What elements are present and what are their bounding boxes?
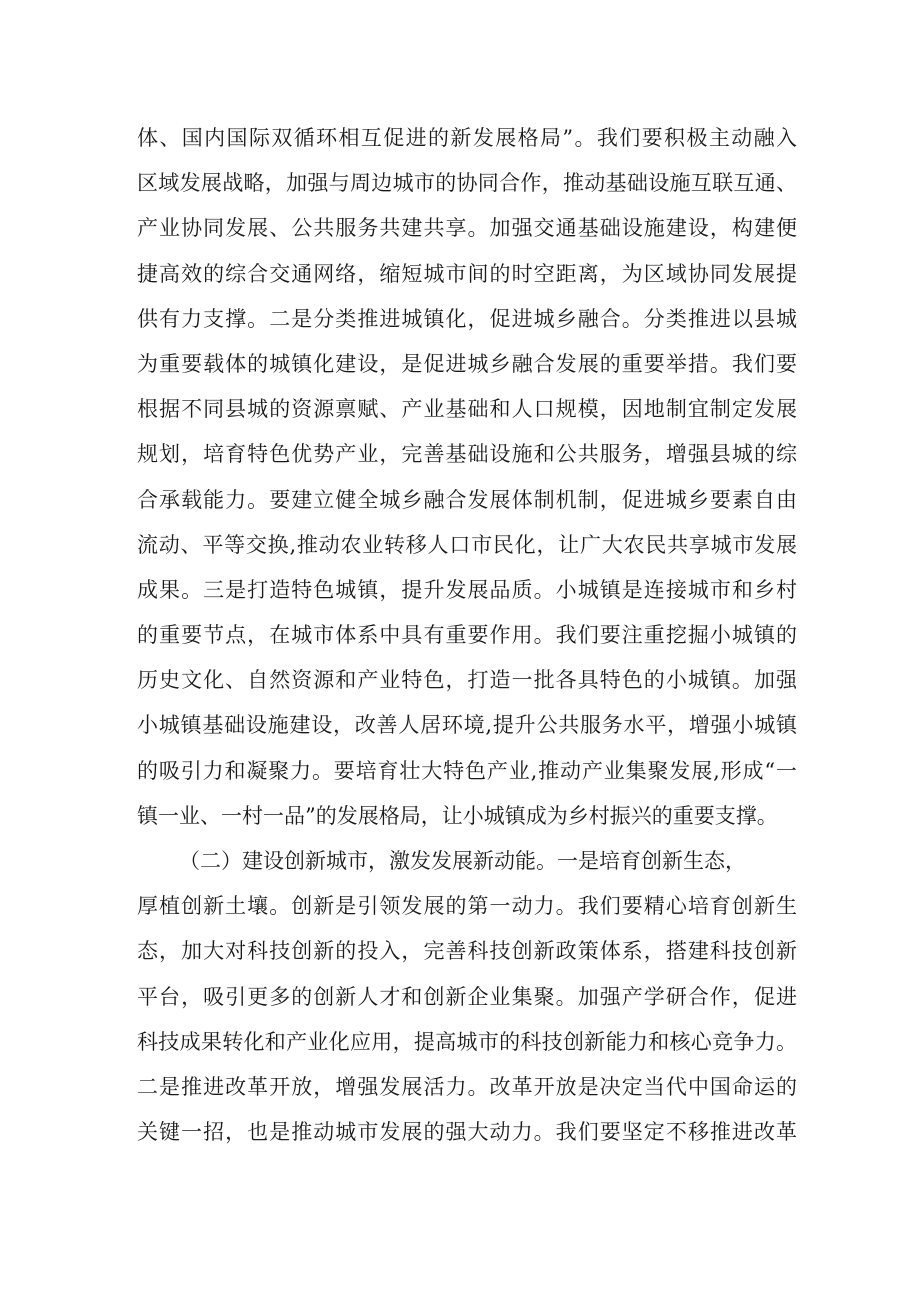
text-line: 捷高效的综合交通网络，缩短城市间的时空距离，为区域协同发展提 (137, 261, 797, 286)
text-line: 平台，吸引更多的创新人才和创新企业集聚。加强产学研合作，促进 (137, 984, 797, 1009)
text-line: 态，加大对科技创新的投入，完善科技创新政策体系，搭建科技创新 (137, 939, 797, 964)
text-line: 历史文化、自然资源和产业特色，打造一批各具特色的小城镇。加强 (137, 668, 797, 693)
body-text (137, 116, 797, 1155)
text-line: 为重要载体的城镇化建设，是促进城乡融合发展的重要举措。我们要 (137, 351, 797, 376)
text-line: 供有力支撑。二是分类推进城镇化，促进城乡融合。分类推进以县城 (137, 306, 797, 331)
text-line: 流动、平等交换,推动农业转移人口市民化，让广大农民共享城市发展 (137, 532, 797, 557)
text-line: 体、国内国际双循环相互促进的新发展格局”。我们要积极主动融入 (137, 126, 797, 150)
text-line: 科技成果转化和产业化应用，提高城市的科技创新能力和核心竞争力。 (137, 1029, 797, 1054)
text-line: 厚植创新土壤。创新是引领发展的第一动力。我们要精心培育创新生 (137, 894, 797, 919)
text-line: 镇一业、一村一品”的发展格局，让小城镇成为乡村振兴的重要支撑。 (137, 803, 778, 828)
section-heading-line: （二）建设创新城市，激发发展新动能。一是培育创新生态， (179, 849, 746, 873)
text-line: 根据不同县城的资源禀赋、产业基础和人口规模，因地制宜制定发展 (137, 397, 797, 422)
text-line: 规划，培育特色优势产业，完善基础设施和公共服务，增强县城的综 (137, 442, 797, 467)
text-line: 的重要节点，在城市体系中具有重要作用。我们要注重挖掘小城镇的 (137, 623, 797, 648)
text-line: 二是推进改革开放，增强发展活力。改革开放是决定当代中国命运的 (137, 1074, 797, 1099)
text-line: 区域发展战略，加强与周边城市的协同合作，推动基础设施互联互通、 (137, 171, 797, 196)
text-line: 关键一招，也是推动城市发展的强大动力。我们要坚定不移推进改革 (137, 1120, 797, 1145)
text-line: 产业协同发展、公共服务共建共享。加强交通基础设施建设，构建便 (137, 216, 797, 241)
text-line: 小城镇基础设施建设，改善人居环境,提升公共服务水平，增强小城镇 (137, 713, 797, 738)
text-line: 的吸引力和凝聚力。要培育壮大特色产业,推动产业集聚发展,形成“一 (137, 758, 797, 783)
text-line: 合承载能力。要建立健全城乡融合发展体制机制，促进城乡要素自由 (137, 487, 797, 512)
text-line: 成果。三是打造特色城镇，提升发展品质。小城镇是连接城市和乡村 (137, 577, 797, 602)
